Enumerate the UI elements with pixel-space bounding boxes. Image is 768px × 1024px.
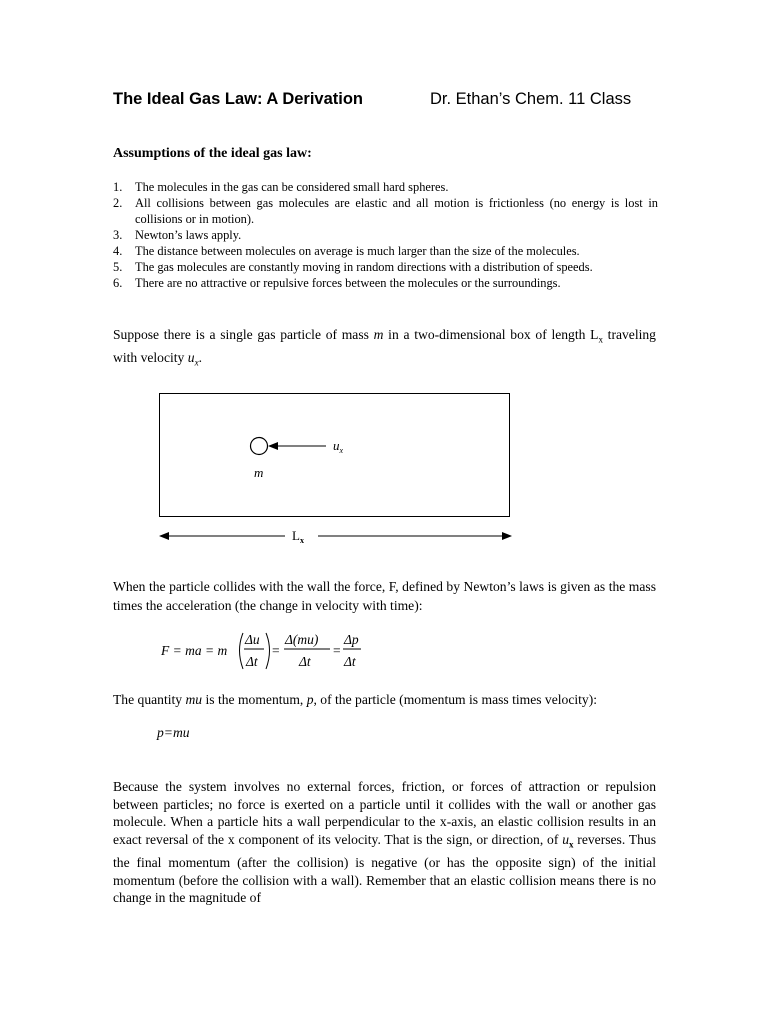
- list-text: All collisions between gas molecules are elastic and all motion is frictionless (no energy is lost in collisions or in motion).: [135, 196, 658, 226]
- assumptions-heading: Assumptions of the ideal gas law:: [113, 146, 312, 161]
- paragraph-collision: Because the system involves no external forces, friction, or forces of attraction or repulsion between particles; no force is exerted on a particle until it collides with the wall or another gas molecule. When a particle hits a wall perpendicular to the x-axis, an elastic collision results in an exact reversal of the x component of its velocity. That is the sign, or direction, of $u_x$ reverses. Thus the final momentum (after the collision) is negative (or has the opposite sign) of the initial momentum (before the collision with a wall). Remember that an elastic collision means there is no change in the magnitude of: [113, 779, 656, 906]
- list-text: Newton’s laws apply.: [135, 228, 242, 242]
- momentum-equation: p=mu: [157, 725, 190, 740]
- assumptions-list: [113, 179, 658, 291]
- list-number: 4.: [113, 244, 123, 258]
- list-item: [113, 275, 658, 291]
- list-item: [113, 243, 658, 259]
- list-number: 2.: [113, 196, 123, 210]
- svg-text:=: =: [272, 643, 280, 658]
- svg-text:Δt: Δt: [344, 654, 356, 669]
- svg-text:Δ(mu): Δ(mu): [285, 632, 319, 647]
- paragraph-momentum: The quantity mu is the momentum, p, of the particle (momentum is mass times velocity):: [113, 692, 598, 707]
- list-text: The gas molecules are constantly moving in random directions with a distribution of speeds.: [135, 260, 593, 274]
- mass-label: m: [254, 465, 264, 480]
- list-item: [113, 195, 658, 227]
- list-item: [113, 179, 658, 195]
- list-text: The distance between molecules on average is much larger than the size of the molecules.: [135, 244, 580, 258]
- list-text: The molecules in the gas can be considered small hard spheres.: [135, 180, 449, 194]
- paragraph-force: When the particle collides with the wall the force, F, defined by Newton’s laws is given as the mass times the acceleration (the change in velocity with time):: [113, 579, 656, 613]
- box-diagram: [150, 388, 530, 550]
- box-outline: [160, 394, 510, 517]
- list-item: [113, 259, 658, 275]
- svg-text:Δt: Δt: [299, 654, 311, 669]
- force-formula: [158, 628, 388, 674]
- length-label: $L_x$: [292, 528, 304, 545]
- svg-text:F = ma = m: F = ma = m: [161, 643, 228, 658]
- list-number: 3.: [113, 228, 123, 242]
- class-name: Dr. Ethan’s Chem. 11 Class: [430, 90, 632, 108]
- paragraph-particle-setup: Suppose there is a single gas particle of mass m in a two-dimensional box of length $L_x$ traveling with velocity $u_x$.: [113, 327, 656, 369]
- svg-text:=: =: [333, 643, 341, 658]
- particle-circle: [251, 438, 268, 455]
- svg-text:Δu: Δu: [245, 632, 260, 647]
- list-number: 1.: [113, 180, 123, 194]
- list-number: 5.: [113, 260, 123, 274]
- list-text: There are no attractive or repulsive forces between the molecules or the surroundings.: [135, 276, 561, 290]
- svg-text:Δp: Δp: [344, 632, 359, 647]
- list-item: [113, 227, 658, 243]
- list-number: 6.: [113, 276, 123, 290]
- velocity-label: $u_x$: [333, 438, 344, 455]
- svg-text:Δt: Δt: [246, 654, 258, 669]
- document-title: The Ideal Gas Law: A Derivation: [113, 90, 364, 108]
